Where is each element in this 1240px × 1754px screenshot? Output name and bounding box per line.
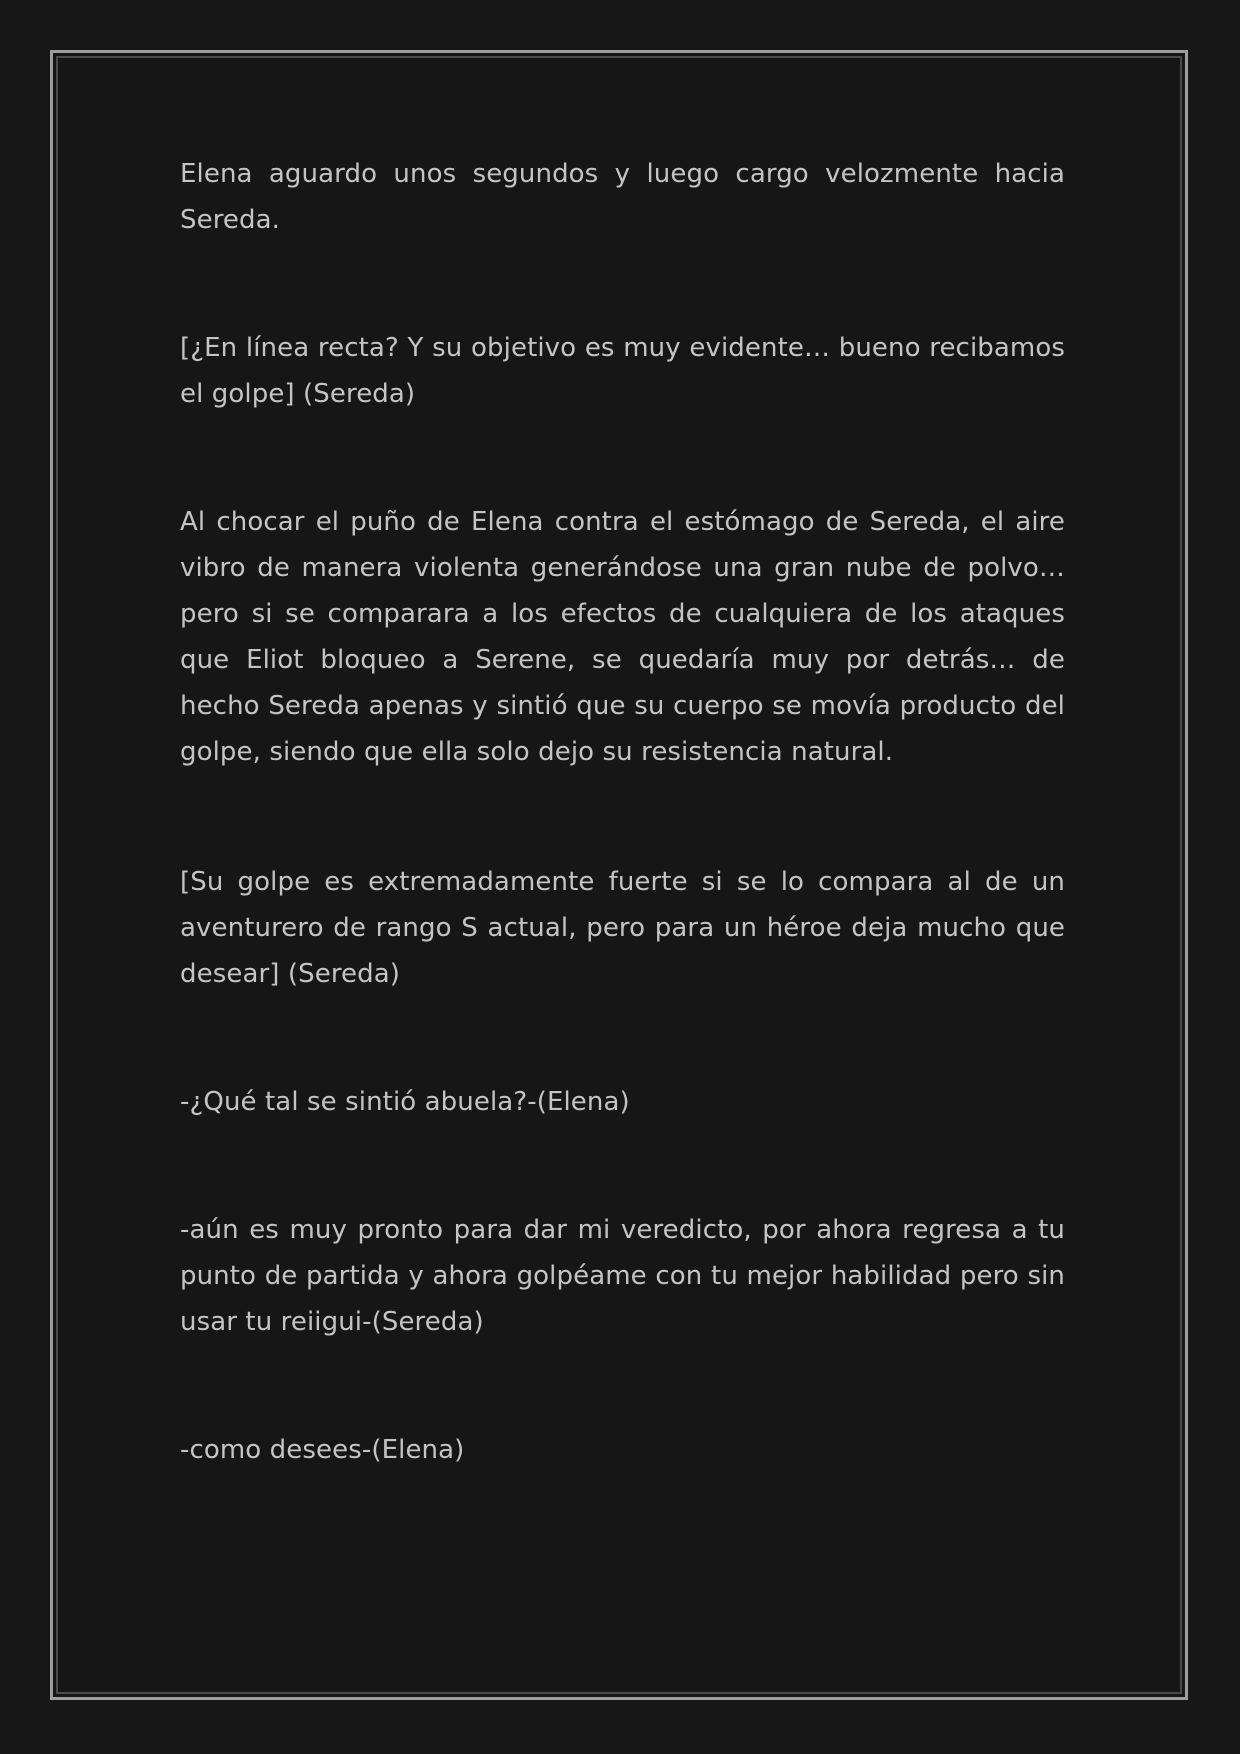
paragraph-dialogue-sereda-3: -aún es muy pronto para dar mi veredicto, por ahora regresa a tu punto de partida y ahora golpéame con tu mejor habilidad pero sin usar tu reiigui-(Sereda) (180, 1215, 1065, 1337)
paragraph-narration-2: Al chocar el puño de Elena contra el estómago de Sereda, el aire vibro de manera violenta generándose una gran nube de polvo… pero si se comparara a los efectos de cualquiera de los ataques que Eliot bloqueo a Serene, se quedaría muy por detrás… de hecho Sereda apenas y sintió que su cuerpo se movía producto del golpe, siendo que ella solo dejo su resistencia natural. (180, 507, 1065, 767)
paragraph-dialogue-elena-2: -como desees-(Elena) (180, 1435, 465, 1465)
page-frame (50, 50, 1188, 1700)
paragraph-narration-1: Elena aguardo unos segundos y luego cargo velozmente hacia Sereda. (180, 159, 1065, 235)
paragraph-dialogue-elena-1: -¿Qué tal se sintió abuela?-(Elena) (180, 1087, 630, 1117)
paragraph-dialogue-sereda-1: [¿En línea recta? Y su objetivo es muy evidente… bueno recibamos el golpe] (Sereda) (180, 333, 1065, 409)
paragraph-dialogue-sereda-2: [Su golpe es extremadamente fuerte si se lo compara al de un aventurero de rango S actual, pero para un héroe deja mucho que desear] (Sereda) (180, 867, 1065, 989)
